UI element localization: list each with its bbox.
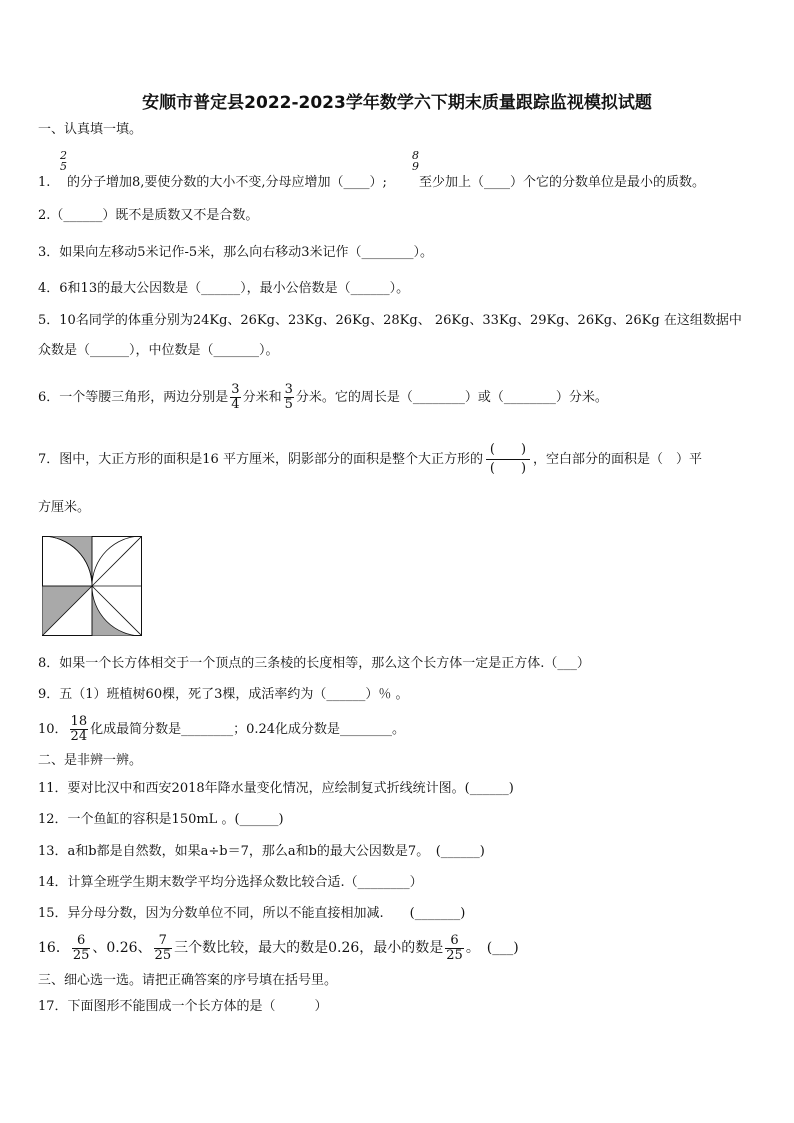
question-17: 17．下面图形不能围成一个长方体的是（ ） bbox=[38, 999, 328, 1014]
question-number: 1. bbox=[38, 175, 51, 190]
question-8: 8．如果一个长方体相交于一个顶点的三条棱的长度相等，那么这个长方体一定是正方体.（___） bbox=[38, 656, 590, 671]
question-15: 15．异分母分数，因为分数单位不同，所以不能直接相加减. (_______) bbox=[38, 906, 466, 921]
fraction-3-5: $\frac{3}{5}$ bbox=[284, 382, 293, 412]
question-7-continued: 方厘米。 bbox=[38, 500, 91, 515]
question-9: 9．五（1）班植树60棵，死了3棵，成活率约为（______）％ 。 bbox=[38, 687, 409, 702]
question-3: 3．如果向左移动5米记作-5米，那么向右移动3米记作（________）。 bbox=[38, 245, 433, 260]
section-heading-3: 三、细心选一选。请把正确答案的序号填在括号里。 bbox=[38, 973, 338, 988]
question-5-line-1: 5．10名同学的体重分别为24Kg、26Kg、23Kg、26Kg、28Kg、 26Kg、33Kg、29Kg、26Kg、26Kg 在这组数据中 bbox=[38, 313, 742, 328]
question-14: 14．计算全班学生期末数学平均分选择众数比较合适.（________） bbox=[38, 875, 423, 890]
fraction-8-9: 8 9 bbox=[412, 149, 419, 173]
question-13: 13．a和b都是自然数，如果a÷b＝7，那么a和b的最大公因数是7。 (______) bbox=[38, 844, 485, 859]
question-16: 16． $\frac{6}{25}$ 、0.26、 $\frac{7}{25}$ 三个数比较，最大的数是0.26，最小的数是 $\frac{6}{25}$ 。 (___) bbox=[38, 932, 519, 963]
question-5-line-2: 众数是（______），中位数是（_______）。 bbox=[38, 343, 279, 358]
fraction-18-24: $\frac{18}{24}$ bbox=[70, 714, 88, 744]
question-1-text-a: 的分子增加8,要使分数的大小不变,分母应增加（____）; bbox=[67, 175, 387, 190]
question-7: 7．图中，大正方形的面积是16 平方厘米，阴影部分的面积是整个大正方形的 ( ) ( ) ，空白部分的面积是（ ）平 bbox=[38, 442, 702, 476]
question-4: 4．6和13的最大公因数是（______），最小公倍数是（______）。 bbox=[38, 281, 410, 296]
fraction-6-25: $\frac{6}{25}$ bbox=[72, 932, 90, 963]
fraction-6-25-b: $\frac{6}{25}$ bbox=[446, 932, 463, 963]
question-6: 6．一个等腰三角形，两边分别是 $\frac{3}{4}$ 分米和 $\frac{3}{5}$ 分米。它的周长是（________）或（________）分米。 bbox=[38, 382, 608, 412]
fraction-2-5: 2 5 bbox=[60, 149, 67, 173]
question-11: 11．要对比汉中和西安2018年降水量变化情况，应绘制复式折线统计图。(______) bbox=[38, 781, 514, 796]
square-figure bbox=[42, 536, 142, 636]
fraction-7-25: $\frac{7}{25}$ bbox=[154, 932, 172, 963]
section-heading-2: 二、是非辨一辨。 bbox=[38, 753, 143, 768]
question-12: 12．一个鱼缸的容积是150mL 。(______) bbox=[38, 812, 284, 827]
question-10: 10． $\frac{18}{24}$ 化成最简分数是________；0.24化成分数是________。 bbox=[38, 714, 406, 744]
fraction-blank: ( ) ( ) bbox=[486, 441, 530, 478]
section-heading-1: 一、认真填一填。 bbox=[38, 122, 143, 137]
fraction-3-4: $\frac{3}{4}$ bbox=[231, 382, 240, 412]
question-2: 2.（______）既不是质数又不是合数。 bbox=[38, 208, 259, 223]
page-title: 安顺市普定县2022-2023学年数学六下期末质量跟踪监视模拟试题 bbox=[142, 93, 652, 113]
question-1-text-b: 至少加上（____）个它的分数单位是最小的质数。 bbox=[419, 175, 706, 190]
